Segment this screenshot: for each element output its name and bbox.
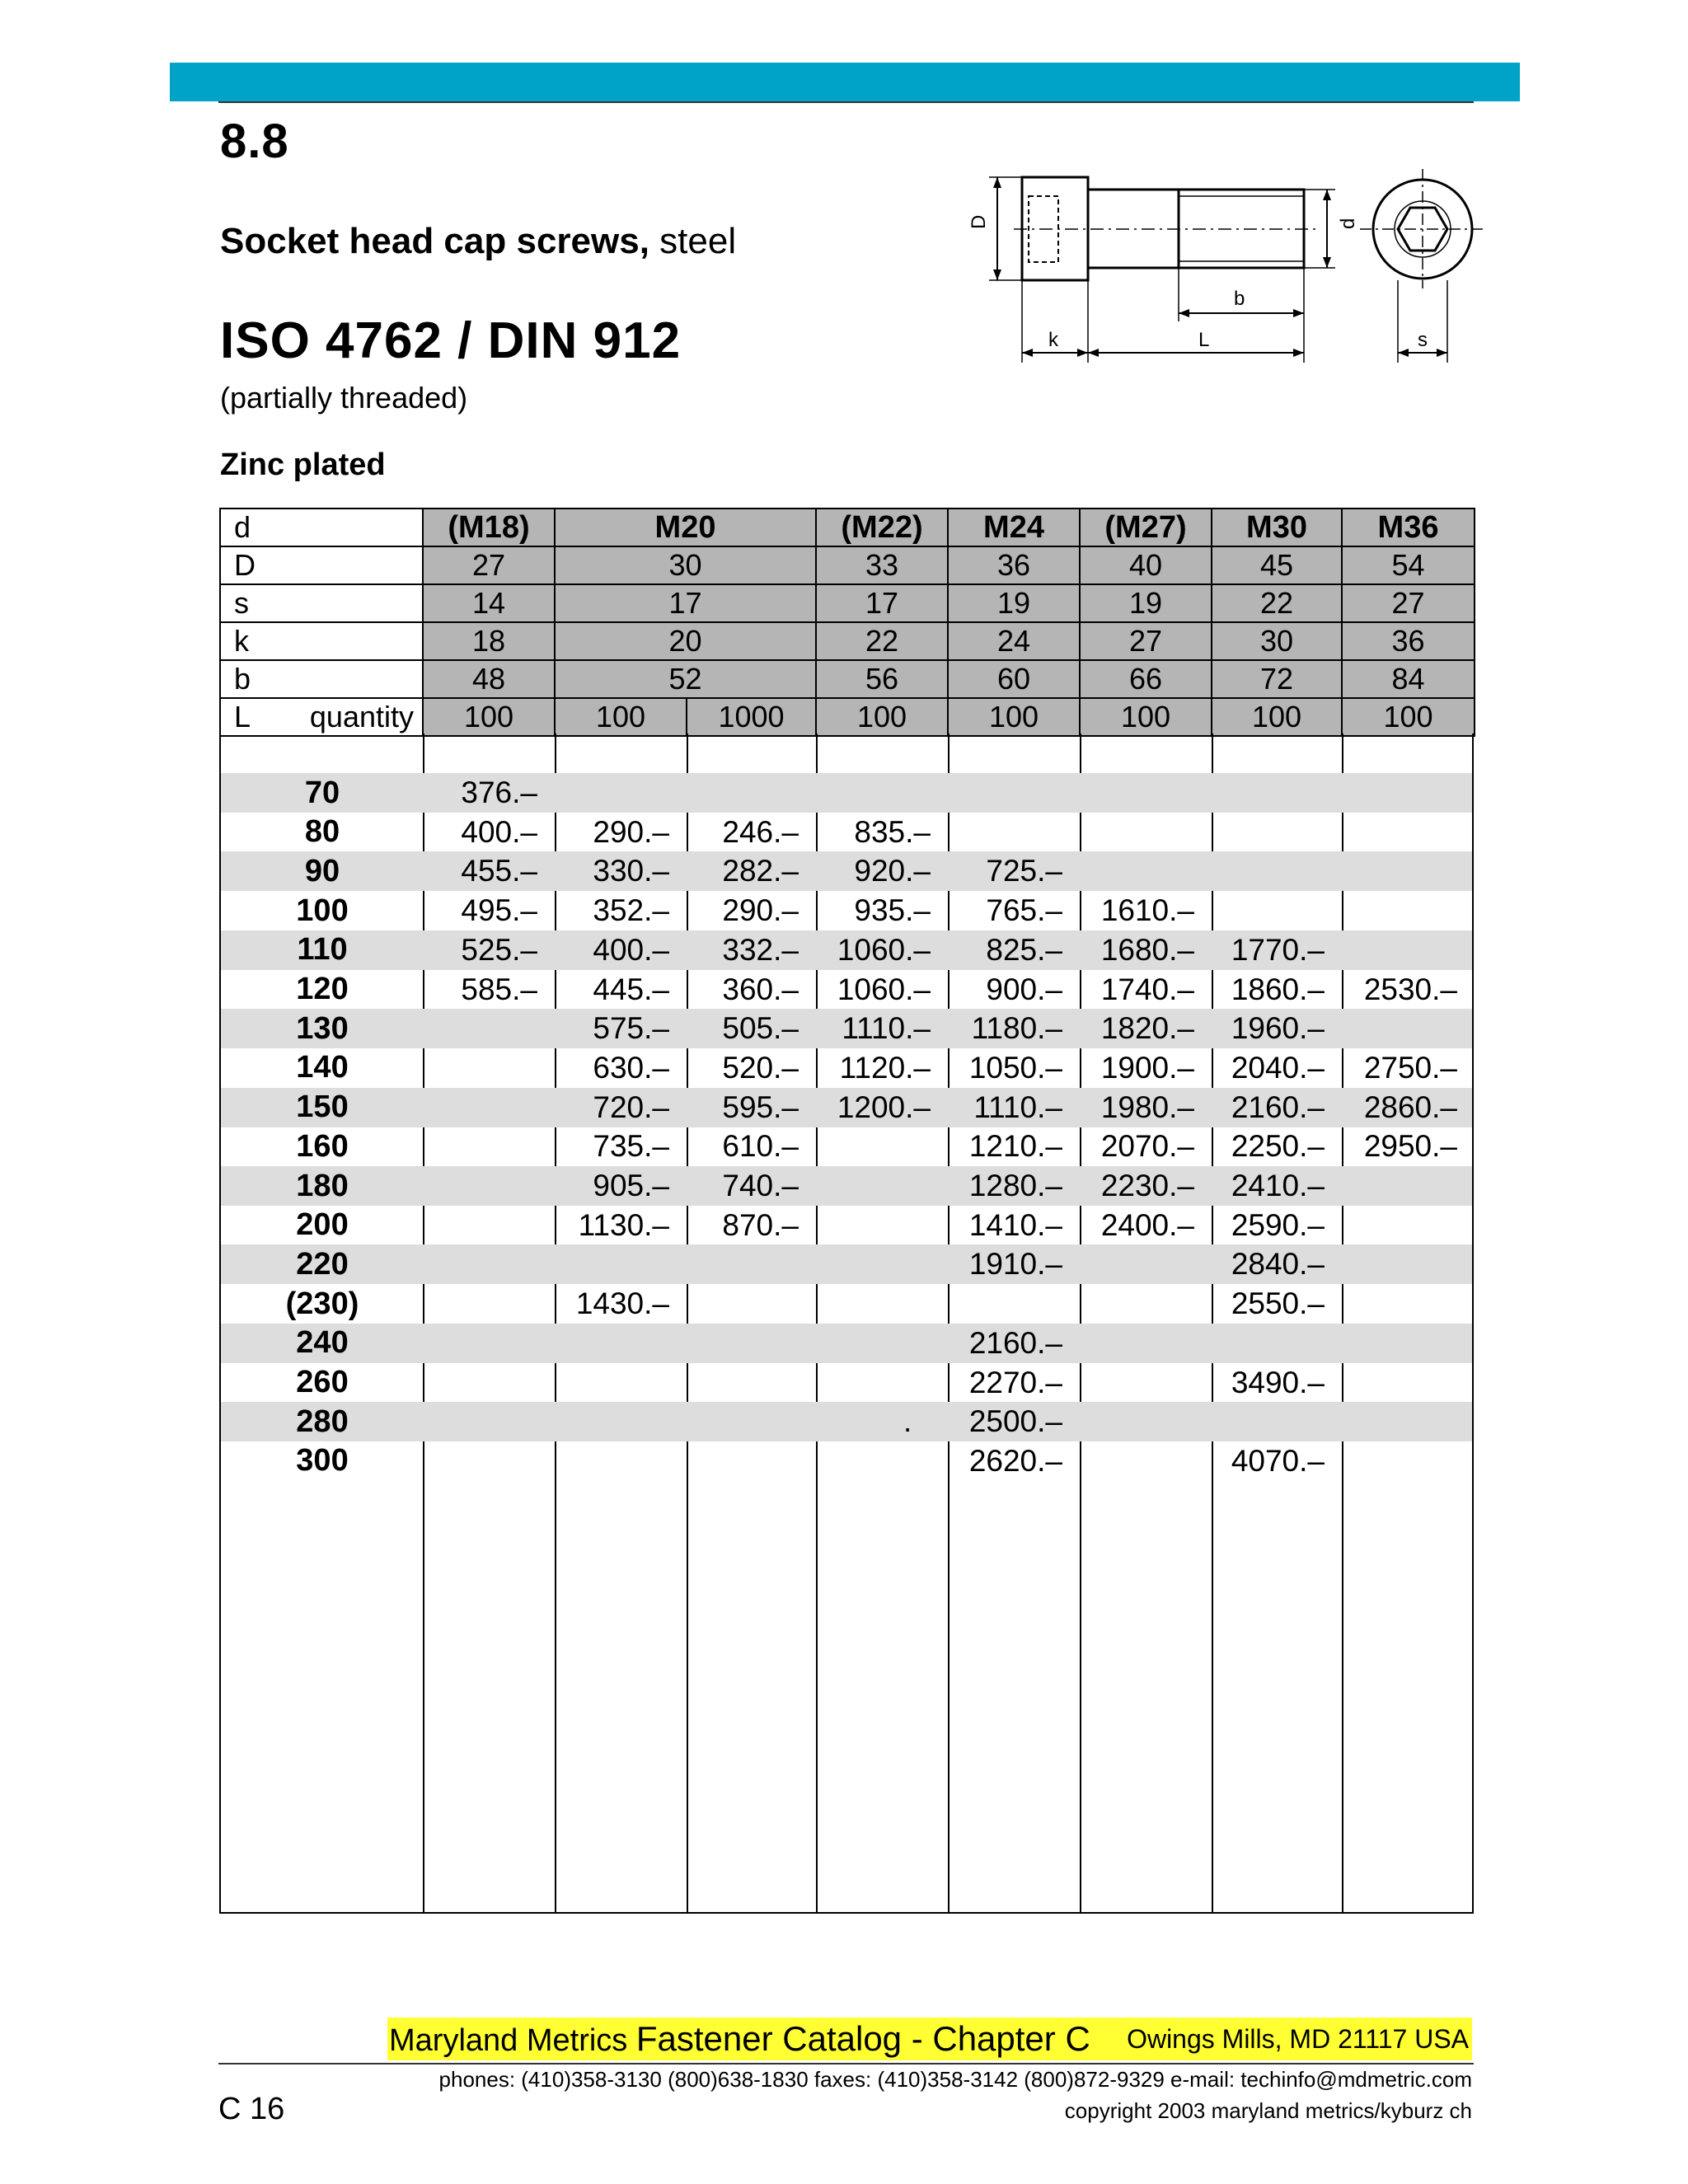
size-header: (M27) [1080, 509, 1212, 546]
price-row [221, 891, 1472, 930]
price-cell: 525.– [461, 932, 537, 967]
spec-cell: 30 [555, 546, 816, 584]
price-cell: 290.– [722, 893, 799, 928]
spec-cell: 27 [1342, 584, 1475, 622]
spec-row-D [220, 546, 1475, 584]
spec-cell: 84 [1342, 660, 1475, 698]
price-row [221, 1206, 1472, 1245]
row-label-b: b [220, 660, 423, 698]
size-header: M24 [948, 509, 1080, 546]
price-cell: 740.– [722, 1169, 799, 1202]
price-cell: 2040.– [1231, 1050, 1325, 1085]
quantity-cell: 100 [1080, 698, 1212, 736]
price-row [221, 1009, 1472, 1048]
dim-D-label: D [968, 214, 990, 229]
row-label-L: L [234, 700, 251, 733]
price-cell: 4070.– [1231, 1443, 1325, 1478]
spec-row-b [220, 660, 1475, 698]
length-label: 240 [296, 1325, 349, 1361]
spec-cell: 40 [1080, 546, 1212, 584]
quantity-cell: 100 [1212, 698, 1342, 736]
price-cell: 2410.– [1231, 1169, 1325, 1202]
top-rule [218, 101, 1474, 103]
price-cell: 290.– [593, 814, 669, 849]
price-cell: 455.– [461, 854, 537, 888]
price-cell: 1410.– [968, 1207, 1062, 1242]
dim-b-label: b [1234, 288, 1245, 310]
price-cell: 360.– [722, 972, 799, 1006]
footer-rule [218, 2063, 1474, 2064]
price-cell: 1280.– [968, 1169, 1062, 1202]
price-cell: 2840.– [1231, 1247, 1325, 1282]
price-cell: 2160.– [1231, 1090, 1325, 1124]
price-cell: 1820.– [1100, 1011, 1194, 1046]
thread-note: (partially threaded) [220, 381, 468, 415]
price-cell: 400.– [593, 932, 669, 967]
price-row [221, 1088, 1472, 1127]
price-cell: 1900.– [1100, 1050, 1194, 1085]
spec-cell: 60 [948, 660, 1080, 698]
price-cell: 585.– [461, 972, 537, 1006]
price-cell: 1110.– [842, 1011, 931, 1046]
price-cell: 1960.– [1231, 1011, 1325, 1046]
price-cell: 1740.– [1100, 972, 1194, 1006]
length-label: 100 [296, 893, 349, 928]
dim-d-label: d [1337, 218, 1359, 229]
price-cell: 610.– [722, 1129, 799, 1164]
price-cell: 1120.– [839, 1050, 931, 1085]
price-row [221, 813, 1472, 852]
spec-cell: 72 [1212, 660, 1342, 698]
price-cell: 2860.– [1363, 1090, 1457, 1124]
price-cell: 3490.– [1231, 1365, 1325, 1399]
price-cell: 2550.– [1231, 1286, 1325, 1321]
price-cell: 445.– [593, 972, 669, 1006]
quantity-cell: 100 [1342, 698, 1475, 736]
spec-cell: 48 [423, 660, 555, 698]
spec-cell: 54 [1342, 546, 1475, 584]
row-label-s: s [220, 584, 423, 622]
price-row [221, 1244, 1472, 1284]
price-row [221, 930, 1472, 970]
price-row [221, 1048, 1472, 1088]
spec-cell: 19 [948, 584, 1080, 622]
spec-cell: 24 [948, 622, 1080, 660]
product-material: steel [659, 221, 737, 261]
footer-contact: phones: (410)358-3130 (800)638-1830 faxes: (410)358-3142 (800)872-9329 e-mail: techinfo@mdmetric.com [438, 2067, 1472, 2092]
price-cell: 1050.– [968, 1050, 1062, 1085]
quantity-cell: 100 [816, 698, 948, 736]
price-cell: 905.– [593, 1169, 669, 1202]
price-row [221, 1324, 1472, 1363]
price-cell: 2400.– [1100, 1207, 1194, 1242]
price-cell: 1910.– [968, 1247, 1062, 1282]
price-cell: 495.– [461, 893, 537, 928]
price-cell: 735.– [593, 1129, 669, 1164]
spec-cell: 27 [1080, 622, 1212, 660]
price-cell: 1210.– [968, 1129, 1062, 1164]
price-cell: 520.– [722, 1050, 799, 1085]
spec-cell: 22 [816, 622, 948, 660]
spec-row-quantity [220, 698, 1475, 736]
spec-cell: 52 [555, 660, 816, 698]
dim-k-label: k [1048, 329, 1058, 351]
price-row [221, 1127, 1472, 1166]
spec-row-k [220, 622, 1475, 660]
finish-label: Zinc plated [220, 448, 386, 482]
price-cell: 246.– [722, 814, 799, 849]
spec-cell: 17 [816, 584, 948, 622]
price-cell: 720.– [593, 1090, 669, 1124]
price-row [221, 1166, 1472, 1206]
spec-cell: 20 [555, 622, 816, 660]
footer-catalog: Fastener Catalog - Chapter C [635, 2019, 1090, 2058]
price-cell: 282.– [722, 854, 799, 888]
price-row [221, 1284, 1472, 1324]
price-cell: 332.– [722, 932, 799, 967]
price-cell: 595.– [722, 1090, 799, 1124]
length-label: 220 [296, 1246, 349, 1282]
row-label-L-quantity [220, 698, 423, 736]
price-cell: 835.– [854, 814, 931, 849]
price-cell: 1860.– [1231, 972, 1325, 1006]
price-cell: 825.– [986, 932, 1062, 967]
price-cell: 870.– [722, 1207, 799, 1242]
dim-s-label: s [1418, 329, 1428, 351]
price-cell: 1610.– [1100, 893, 1194, 928]
spec-cell: 22 [1212, 584, 1342, 622]
length-label: (230) [285, 1286, 359, 1321]
price-cell: 725.– [986, 854, 1062, 888]
price-cell: 2620.– [968, 1443, 1062, 1478]
price-cell: 900.– [986, 972, 1062, 1006]
footer-banner [387, 2018, 1472, 2060]
price-cell: 2160.– [968, 1325, 1062, 1360]
price-row [221, 970, 1472, 1010]
dim-L-label: L [1198, 329, 1210, 351]
strength-grade: 8.8 [220, 115, 289, 168]
price-cell: 2750.– [1363, 1050, 1457, 1085]
product-title [220, 221, 736, 262]
length-label: 160 [296, 1128, 349, 1164]
price-cell: 2500.– [968, 1404, 1062, 1439]
price-cell: 2070.– [1100, 1129, 1194, 1164]
price-cell: 1060.– [837, 972, 931, 1006]
price-row [221, 851, 1472, 891]
price-cell: 2950.– [1363, 1129, 1457, 1164]
footer-copyright: copyright 2003 maryland metrics/kyburz ch [1064, 2098, 1472, 2123]
price-cell: 1980.– [1100, 1090, 1194, 1124]
quantity-cell: 100 [555, 698, 687, 736]
standard-title: ISO 4762 / DIN 912 [220, 312, 682, 369]
footer-company: Maryland Metrics [389, 2023, 628, 2058]
price-cell: 1130.– [578, 1207, 669, 1242]
length-label: 140 [296, 1050, 349, 1085]
top-accent-bar [170, 63, 1520, 101]
quantity-cell: 100 [423, 698, 555, 736]
spec-cell: 36 [1342, 622, 1475, 660]
price-cell: 920.– [854, 854, 931, 888]
size-header: M20 [555, 509, 816, 546]
price-cell: 935.– [854, 893, 931, 928]
screw-dimension-drawing [948, 165, 1484, 371]
price-cell: 1680.– [1100, 932, 1194, 967]
quantity-cell: 1000 [687, 698, 816, 736]
length-label: 130 [296, 1010, 349, 1046]
spec-table [219, 508, 1475, 737]
size-header: M30 [1212, 509, 1342, 546]
footer-location: Owings Mills, MD 21117 USA [1127, 2023, 1469, 2054]
size-header: (M18) [423, 509, 555, 546]
spec-cell: 45 [1212, 546, 1342, 584]
length-label: 70 [304, 775, 340, 810]
spec-row-d [220, 509, 1475, 546]
length-label: 260 [296, 1365, 349, 1399]
price-cell: 1200.– [837, 1090, 931, 1124]
price-cell: 2250.– [1231, 1129, 1325, 1164]
spec-cell: 14 [423, 584, 555, 622]
price-cell: 765.– [986, 893, 1062, 928]
price-cell: 2270.– [968, 1365, 1062, 1399]
length-label: 90 [304, 853, 340, 888]
price-row [221, 1402, 1472, 1441]
length-label: 150 [296, 1090, 349, 1125]
price-cell: 376.– [461, 776, 537, 809]
price-table-body [219, 733, 1474, 1914]
spec-cell: 30 [1212, 622, 1342, 660]
price-cell: 1110.– [973, 1090, 1062, 1124]
spec-row-s [220, 584, 1475, 622]
price-cell: 352.– [593, 893, 669, 928]
spec-cell: 18 [423, 622, 555, 660]
length-label: 300 [296, 1443, 349, 1479]
spec-cell: 19 [1080, 584, 1212, 622]
row-label-quantity: quantity [309, 700, 414, 733]
price-cell: . [903, 1404, 912, 1439]
price-cell: 505.– [722, 1011, 799, 1046]
price-cell: 2230.– [1100, 1169, 1194, 1202]
price-cell: 1770.– [1231, 932, 1325, 967]
page-number: C 16 [218, 2092, 285, 2126]
price-cell: 2530.– [1363, 972, 1457, 1006]
price-cell: 630.– [593, 1050, 669, 1085]
size-header: M36 [1342, 509, 1475, 546]
spec-cell: 27 [423, 546, 555, 584]
length-label: 120 [296, 972, 349, 1006]
footer-title [387, 2019, 1090, 2059]
spec-cell: 66 [1080, 660, 1212, 698]
spec-cell: 36 [948, 546, 1080, 584]
price-cell: 330.– [593, 854, 669, 888]
price-cell: 1060.– [837, 932, 931, 967]
price-cell: 400.– [461, 814, 537, 849]
price-cell: 1430.– [575, 1286, 669, 1321]
price-cell: 2590.– [1231, 1207, 1325, 1242]
price-cell: 1180.– [971, 1011, 1062, 1046]
length-label: 80 [304, 814, 340, 850]
quantity-cell: 100 [948, 698, 1080, 736]
length-label: 110 [297, 932, 348, 968]
row-label-d: d [220, 509, 423, 546]
product-title-bold: Socket head cap screws, [220, 221, 649, 261]
length-label: 200 [296, 1207, 349, 1243]
length-label: 180 [296, 1168, 349, 1203]
price-row [221, 773, 1472, 813]
spec-cell: 33 [816, 546, 948, 584]
price-cell: 575.– [593, 1011, 669, 1046]
price-row [221, 1363, 1472, 1403]
length-label: 280 [296, 1404, 349, 1439]
row-label-D: D [220, 546, 423, 584]
size-header: (M22) [816, 509, 948, 546]
spec-cell: 17 [555, 584, 816, 622]
row-label-k: k [220, 622, 423, 660]
price-row [221, 1441, 1472, 1481]
spec-cell: 56 [816, 660, 948, 698]
